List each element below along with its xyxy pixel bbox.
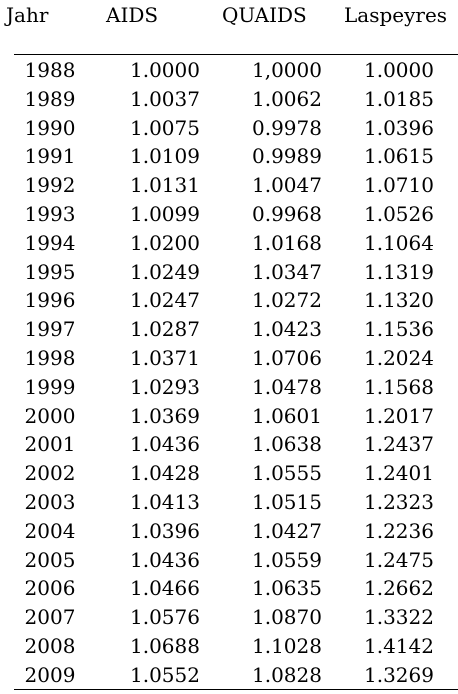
cell-aids: 1.0371 <box>130 345 200 370</box>
table-row <box>14 172 458 201</box>
index-table <box>6 0 458 694</box>
cell-aids: 1.0436 <box>130 432 200 457</box>
cell-aids: 1.0369 <box>130 403 200 428</box>
cell-year: 2001 <box>24 432 76 457</box>
table-row <box>14 489 458 518</box>
table-row <box>14 460 458 489</box>
cell-laspeyres: 1.1320 <box>364 288 434 313</box>
cell-aids: 1.0200 <box>130 230 200 255</box>
cell-laspeyres: 1.3269 <box>364 662 434 687</box>
header-quaids: QUAIDS <box>222 3 307 27</box>
cell-year: 1999 <box>24 374 76 399</box>
table-row <box>14 374 458 403</box>
cell-quaids: 1.0423 <box>252 317 322 342</box>
table-row <box>14 115 458 144</box>
cell-aids: 1.0249 <box>130 259 200 284</box>
cell-quaids: 1.0478 <box>252 374 322 399</box>
cell-quaids: 1.0047 <box>252 173 322 198</box>
table-top-rule <box>14 54 458 55</box>
cell-year: 2003 <box>24 489 76 514</box>
table-row <box>14 287 458 316</box>
cell-quaids: 1.0870 <box>252 605 322 630</box>
table-row <box>14 57 458 86</box>
cell-quaids: 1.0427 <box>252 518 322 543</box>
cell-year: 1992 <box>24 173 76 198</box>
table-row <box>14 633 458 662</box>
cell-year: 2009 <box>24 662 76 687</box>
cell-year: 1994 <box>24 230 76 255</box>
cell-laspeyres: 1.2475 <box>364 547 434 572</box>
cell-laspeyres: 1.1568 <box>364 374 434 399</box>
cell-year: 2004 <box>24 518 76 543</box>
cell-laspeyres: 1.2017 <box>364 403 434 428</box>
header-year: Jahr <box>6 3 49 27</box>
table-row <box>14 662 458 691</box>
cell-year: 2005 <box>24 547 76 572</box>
cell-laspeyres: 1.1319 <box>364 259 434 284</box>
cell-aids: 1.0576 <box>130 605 200 630</box>
cell-laspeyres: 1.0396 <box>364 115 434 140</box>
cell-aids: 1.0688 <box>130 633 200 658</box>
table-row <box>14 575 458 604</box>
cell-quaids: 1.0515 <box>252 489 322 514</box>
cell-laspeyres: 1.0000 <box>364 58 434 82</box>
header-aids: AIDS <box>106 3 159 27</box>
cell-year: 1997 <box>24 317 76 342</box>
table-row <box>14 143 458 172</box>
cell-aids: 1.0099 <box>130 201 200 226</box>
cell-aids: 1.0075 <box>130 115 200 140</box>
cell-year: 1996 <box>24 288 76 313</box>
cell-aids: 1.0552 <box>130 662 200 687</box>
cell-year: 1988 <box>24 58 76 82</box>
cell-laspeyres: 1.1536 <box>364 317 434 342</box>
cell-aids: 1.0436 <box>130 547 200 572</box>
cell-laspeyres: 1.0185 <box>364 86 434 111</box>
cell-quaids: 1,0000 <box>252 58 322 82</box>
cell-aids: 1.0000 <box>130 58 200 82</box>
cell-aids: 1.0428 <box>130 461 200 486</box>
cell-quaids: 1.0638 <box>252 432 322 457</box>
cell-quaids: 1.0601 <box>252 403 322 428</box>
table-body <box>14 57 458 691</box>
cell-quaids: 1.0555 <box>252 461 322 486</box>
cell-aids: 1.0247 <box>130 288 200 313</box>
cell-quaids: 1.1028 <box>252 633 322 658</box>
cell-laspeyres: 1.2401 <box>364 461 434 486</box>
cell-year: 1995 <box>24 259 76 284</box>
cell-quaids: 1.0168 <box>252 230 322 255</box>
table-header-row <box>6 2 458 32</box>
table-row <box>14 345 458 374</box>
cell-laspeyres: 1.2662 <box>364 576 434 601</box>
cell-quaids: 1.0559 <box>252 547 322 572</box>
cell-year: 1993 <box>24 201 76 226</box>
cell-laspeyres: 1.2437 <box>364 432 434 457</box>
cell-year: 2007 <box>24 605 76 630</box>
cell-aids: 1.0109 <box>130 144 200 169</box>
cell-laspeyres: 1.1064 <box>364 230 434 255</box>
table-row <box>14 604 458 633</box>
cell-aids: 1.0293 <box>130 374 200 399</box>
cell-year: 2002 <box>24 461 76 486</box>
table-row <box>14 518 458 547</box>
cell-laspeyres: 1.3322 <box>364 605 434 630</box>
table-row <box>14 230 458 259</box>
cell-laspeyres: 1.4142 <box>364 633 434 658</box>
cell-aids: 1.0131 <box>130 173 200 198</box>
cell-year: 2008 <box>24 633 76 658</box>
cell-aids: 1.0466 <box>130 576 200 601</box>
table-row <box>14 403 458 432</box>
cell-laspeyres: 1.2323 <box>364 489 434 514</box>
cell-laspeyres: 1.0710 <box>364 173 434 198</box>
cell-quaids: 1.0347 <box>252 259 322 284</box>
cell-aids: 1.0037 <box>130 86 200 111</box>
cell-year: 1989 <box>24 86 76 111</box>
table-row <box>14 431 458 460</box>
cell-aids: 1.0413 <box>130 489 200 514</box>
cell-quaids: 0.9989 <box>252 144 322 169</box>
cell-quaids: 1.0272 <box>252 288 322 313</box>
cell-quaids: 1.0062 <box>252 86 322 111</box>
header-laspeyres: Laspeyres <box>344 3 448 27</box>
cell-quaids: 1.0828 <box>252 662 322 687</box>
cell-laspeyres: 1.0526 <box>364 201 434 226</box>
cell-year: 1990 <box>24 115 76 140</box>
cell-year: 1998 <box>24 345 76 370</box>
cell-quaids: 0.9968 <box>252 201 322 226</box>
cell-quaids: 0.9978 <box>252 115 322 140</box>
cell-laspeyres: 1.2024 <box>364 345 434 370</box>
cell-quaids: 1.0635 <box>252 576 322 601</box>
table-row <box>14 86 458 115</box>
table-row <box>14 201 458 230</box>
cell-year: 1991 <box>24 144 76 169</box>
table-row <box>14 547 458 576</box>
cell-aids: 1.0396 <box>130 518 200 543</box>
table-bottom-rule <box>14 689 458 690</box>
cell-year: 2006 <box>24 576 76 601</box>
cell-laspeyres: 1.0615 <box>364 144 434 169</box>
cell-aids: 1.0287 <box>130 317 200 342</box>
cell-laspeyres: 1.2236 <box>364 518 434 543</box>
table-row <box>14 316 458 345</box>
cell-year: 2000 <box>24 403 76 428</box>
cell-quaids: 1.0706 <box>252 345 322 370</box>
table-row <box>14 259 458 288</box>
